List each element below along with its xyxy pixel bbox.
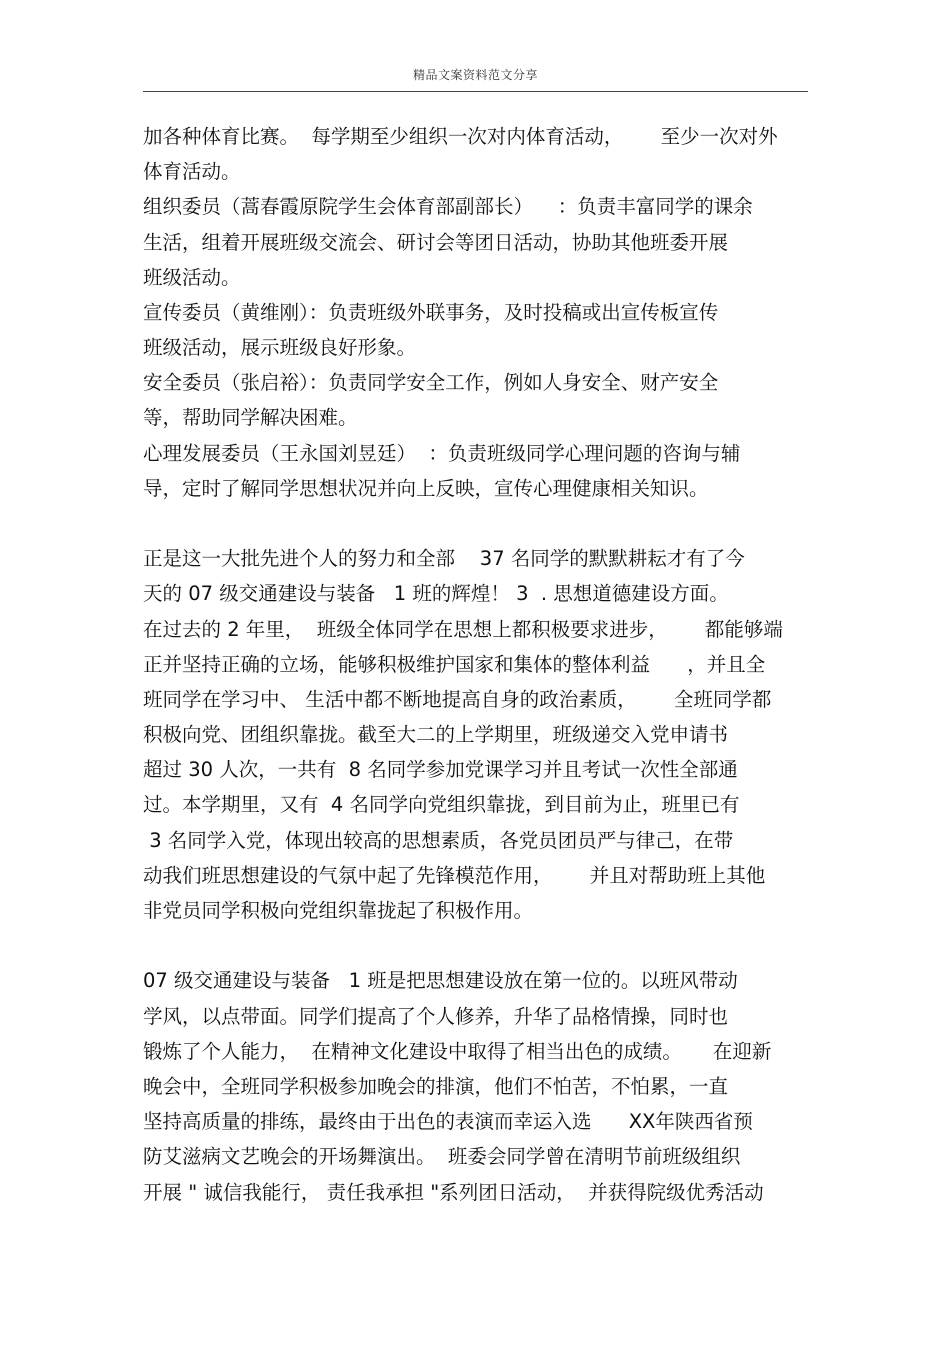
body-line: 心理发展委员（王永国刘昱廷） ：负责班级同学心理问题的咨询与辅 (143, 442, 741, 465)
body-line: 安全委员（张启裕）：负责同学安全工作，例如人身安全、财产安全 (143, 371, 719, 394)
body-line: 3 名同学入党，体现出较高的思想素质，各党员团员严与律己，在带 (143, 829, 734, 852)
body-line: 非党员同学积极向党组织靠拢起了积极作用。 (143, 899, 534, 922)
body-line: 在过去的 2 年里， 班级全体同学在思想上都积极要求进步， 都能够端 (143, 618, 783, 641)
body-line: 宣传委员（黄维刚）：负责班级外联事务，及时投稿或出宣传板宣传 (143, 301, 719, 324)
body-line: 班同学在学习中、 生活中都不断地提高自身的政治素质， 全班同学都 (143, 688, 772, 711)
body-line: 组织委员（蒿春霞原院学生会体育部副部长） ：负责丰富同学的课余 (143, 195, 753, 218)
body-line: 晚会中，全班同学积极参加晚会的排演，他们不怕苦，不怕累，一直 (143, 1075, 729, 1098)
body-line: 班级活动。 (143, 266, 241, 289)
body-line: 锻炼了个人能力， 在精神文化建设中取得了相当出色的成绩。 在迎新 (143, 1040, 772, 1063)
body-line: 积极向党、团组织靠拢。截至大二的上学期里，班级递交入党申请书 (143, 723, 729, 746)
body-line: 班级活动，展示班级良好形象。 (143, 336, 417, 359)
body-line: 防艾滋病文艺晚会的开场舞演出。 班委会同学曾在清明节前班级组织 (143, 1145, 741, 1168)
body-line: 生活，组着开展班级交流会、研讨会等团日活动，协助其他班委开展 (143, 231, 729, 254)
body-line: 导，定时了解同学思想状况并向上反映，宣传心理健康相关知识。 (143, 477, 709, 500)
body-line: 超过 30 人次，一共有 8 名同学参加党课学习并且考试一次性全部通 (143, 758, 738, 781)
page-header-title: 精品文案资料范文分享 (412, 68, 538, 82)
body-line: 体育活动。 (143, 160, 241, 183)
body-line: 坚持高质量的排练，最终由于出色的表演而幸运入选 XX年陕西省预 (143, 1110, 753, 1133)
body-line: 正是这一大批先进个人的努力和全部 37 名同学的默默耕耘才有了今 (143, 547, 745, 570)
body-line: 动我们班思想建设的气氛中起了先锋模范作用， 并且对帮助班上其他 (143, 864, 766, 887)
body-line: 正并坚持正确的立场，能够积极维护国家和集体的整体利益 ，并且全 (143, 653, 766, 676)
header-divider (143, 91, 808, 92)
body-line: 过。本学期里，又有 4 名同学向党组织靠拢，到目前为止，班里已有 (143, 793, 740, 816)
body-line: 加各种体育比赛。 每学期至少组织一次对内体育活动， 至少一次对外 (143, 125, 778, 148)
body-line: 开展 " 诚信我能行， 责任我承担 "系列团日活动， 并获得院级优秀活动 (143, 1181, 764, 1204)
body-line: 学风，以点带面。同学们提高了个人修养，升华了品格情操，同时也 (143, 1005, 729, 1028)
body-line: 等，帮助同学解决困难。 (143, 406, 358, 429)
body-line: 天的 07 级交通建设与装备 1 班的辉煌！ 3 . 思想道德建设方面。 (143, 582, 729, 605)
body-line: 07 级交通建设与装备 1 班是把思想建设放在第一位的。以班风带动 (143, 969, 738, 992)
